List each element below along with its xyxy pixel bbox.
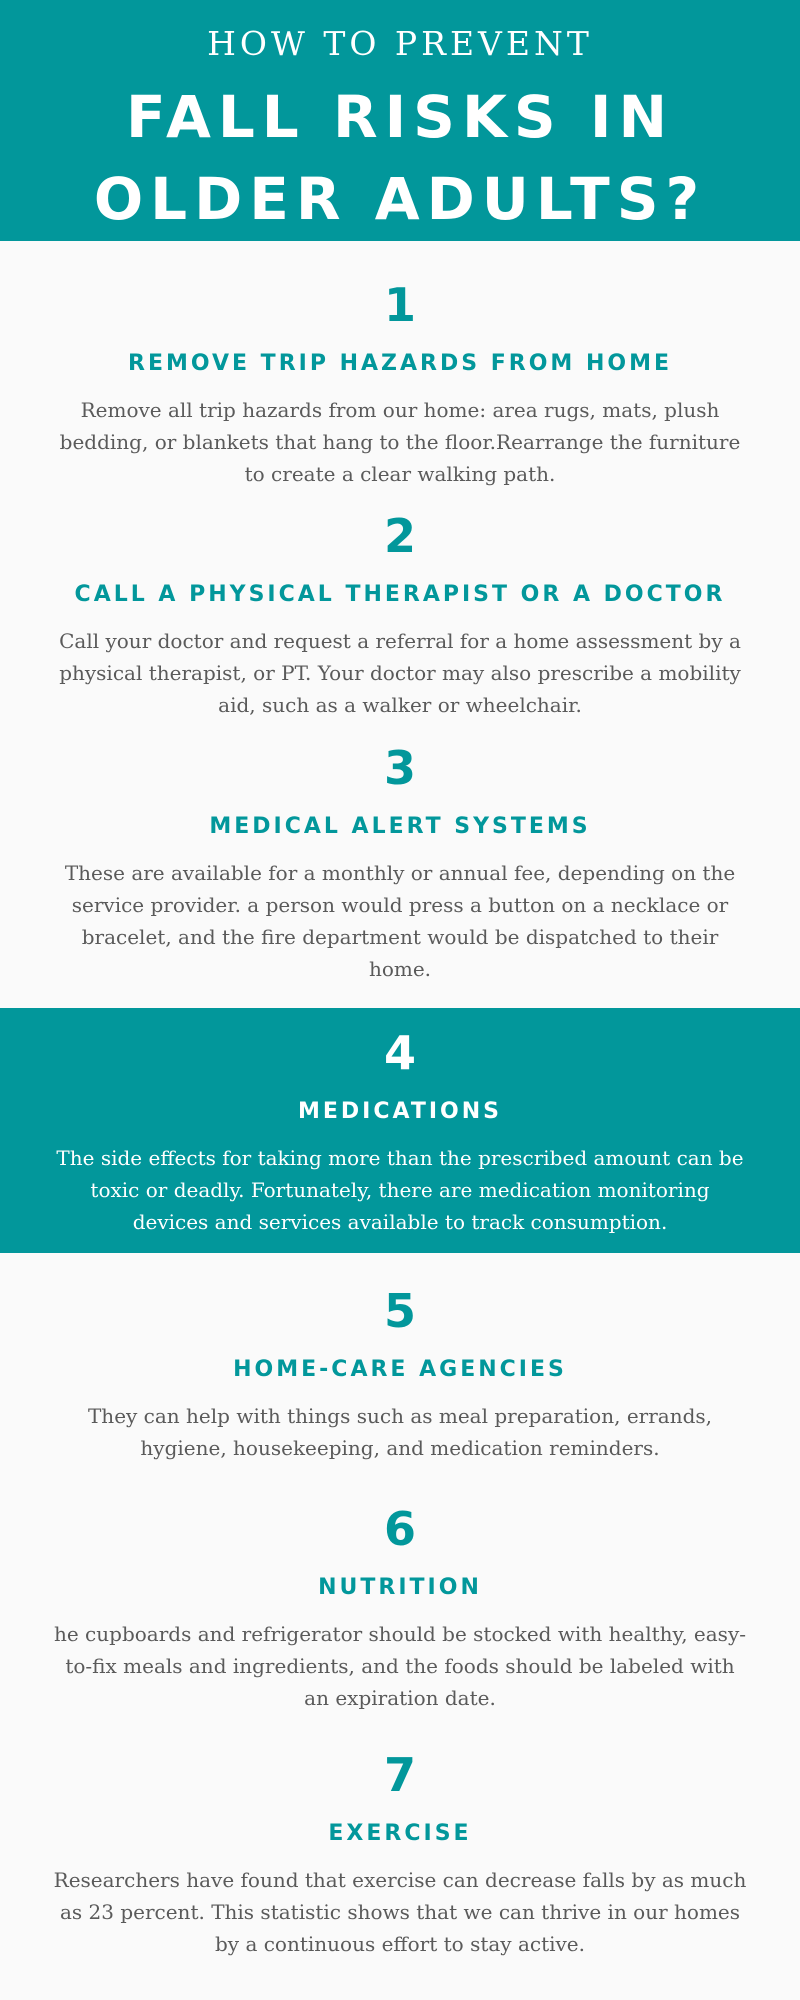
- tip-body-line: physical therapist, or PT. Your doctor may also prescribe a mobility: [59, 661, 741, 685]
- tip-number: 4: [383, 1026, 416, 1080]
- tip-body-line: They can help with things such as meal preparation, errands,: [87, 1404, 713, 1428]
- tip-body-line: service provider. a person would press a button on a necklace or: [71, 893, 729, 917]
- tip-body-line: hygiene, housekeeping, and medication reminders.: [140, 1436, 660, 1460]
- tip-heading: MEDICAL ALERT SYSTEMS: [209, 814, 591, 839]
- tip-body: [20, 1142, 780, 1238]
- tip-number: 7: [383, 1748, 416, 1802]
- tip-body: [20, 857, 780, 985]
- tip-body-line: toxic or deadly. Fortunately, there are medication monitoring: [90, 1178, 710, 1202]
- tip-body-line: as 23 percent. This statistic shows that we can thrive in our homes: [59, 1900, 741, 1924]
- tip-number: 6: [383, 1502, 416, 1556]
- tip-body-line: bedding, or blankets that hang to the floor.Rearrange the furniture: [59, 430, 741, 454]
- header-kicker: HOW TO PREVENT: [207, 24, 593, 63]
- tip-number: 1: [383, 278, 416, 332]
- tip-number: 2: [383, 509, 416, 563]
- tip-body-line: The side effects for taking more than the prescribed amount can be: [56, 1146, 744, 1170]
- tip-body: [20, 625, 780, 721]
- tip-heading: NUTRITION: [318, 1575, 482, 1600]
- tip-heading: MEDICATIONS: [298, 1099, 502, 1124]
- header-banner: [0, 0, 800, 241]
- tip-body-line: Remove all trip hazards from our home: area rugs, mats, plush: [80, 398, 720, 422]
- tip-body-line: an expiration date.: [304, 1686, 496, 1710]
- tip-body-line: to create a clear walking path.: [244, 462, 556, 486]
- tip-body-line: by a continuous effort to stay active.: [214, 1932, 585, 1956]
- tip-number: 5: [383, 1284, 416, 1338]
- tip-body-line: devices and services available to track consumption.: [132, 1210, 668, 1234]
- tip-heading: HOME-CARE AGENCIES: [233, 1357, 567, 1382]
- tip-body-line: Researchers have found that exercise can decrease falls by as much: [53, 1868, 747, 1892]
- tip-body-line: aid, such as a walker or wheelchair.: [218, 693, 582, 717]
- tip-body-line: he cupboards and refrigerator should be stocked with healthy, easy-: [53, 1622, 746, 1646]
- tip-body-line: bracelet, and the fire department would be dispatched to their: [81, 925, 719, 949]
- tip-body: [20, 1400, 780, 1464]
- tip-number: 3: [383, 741, 416, 795]
- tip-body: [20, 1864, 780, 1960]
- tip-body: [20, 394, 780, 490]
- page-title-line-2: OLDER ADULTS?: [93, 165, 707, 233]
- tip-heading: CALL A PHYSICAL THERAPIST OR A DOCTOR: [74, 582, 726, 607]
- tip-body-line: These are available for a monthly or annual fee, depending on the: [64, 861, 736, 885]
- tip-body-line: home.: [368, 957, 432, 981]
- page-title-line-1: FALL RISKS IN: [125, 83, 674, 151]
- tip-heading: REMOVE TRIP HAZARDS FROM HOME: [128, 351, 672, 376]
- tip-heading: EXERCISE: [328, 1821, 472, 1846]
- tip-body-line: to-fix meals and ingredients, and the foods should be labeled with: [65, 1654, 735, 1678]
- tip-body: [20, 1618, 780, 1714]
- tip-body-line: Call your doctor and request a referral for a home assessment by a: [59, 629, 741, 653]
